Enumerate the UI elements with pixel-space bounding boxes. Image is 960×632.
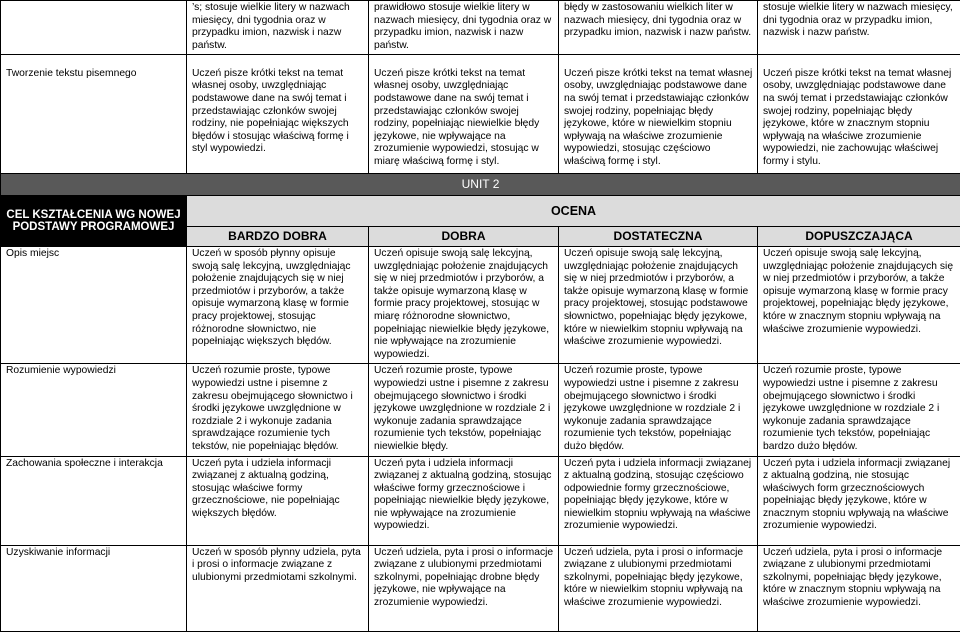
criteria-cell: Uczeń w sposób płynny opisuje swoją salę lekcyjną, uwzględniając położenie znajdujących się w niej przedmiotów i przyborów, a także opisuje wymarzoną klasę w formie pracy projektowej, stosując różnorodne słownictwo, nie popełniając większych błędów. xyxy=(187,247,369,364)
table-row xyxy=(1,247,960,364)
cel-header: CEL KSZTAŁCENIA WG NOWEJ PODSTAWY PROGRAMOWEJ xyxy=(1,196,187,247)
criteria-cell: Uczeń opisuje swoją salę lekcyjną, uwzględniając położenie znajdujących się w niej przedmiotów i przyborów, a także opisuje wymarzoną klasę w formie pracy projektowej, popełniając błędy językowe, które w znacznym stopniu wpływają na właściwe zrozumienie wypowiedzi. xyxy=(758,247,960,364)
criteria-cell: Uczeń pyta i udziela informacji związanej z aktualną godziną, nie stosując właściwych form grzecznościowych popełniając błędy językowe, które w znacznym stopniu wpływają na właściwe zrozumienie wypowiedzi. xyxy=(758,456,960,545)
table-row xyxy=(1,545,960,631)
table-row-spacer xyxy=(1,55,960,67)
criteria-cell: Uczeń pyta i udziela informacji związanej z aktualną godziną, stosując właściwe formy grzecznościowe i popełniając niewielkie błędy językowe, nie wpływające na zrozumienie wypowiedzi. xyxy=(369,456,559,545)
grade-header-dostateczna: DOSTATECZNA xyxy=(559,227,758,247)
criteria-cell: stosuje wielkie litery w nazwach miesięcy, dni tygodnia oraz w przypadku imion, nazwisk i nazw państw. xyxy=(758,1,960,55)
unit-criteria-table xyxy=(0,173,960,632)
criteria-cell: Uczeń pyta i udziela informacji związanej z aktualną godziną, stosując częściowo odpowiednie formy grzecznościowe, popełniając błędy językowe, które w niewielkim stopniu wpływają na właściwe zrozumienie wypowiedzi. xyxy=(559,456,758,545)
table-row xyxy=(1,364,960,456)
criteria-cell: Uczeń udziela, pyta i prosi o informacje związane z ulubionymi przedmiotami szkolnymi, popełniając błędy językowe, które w znacznym stopniu wpływają na właściwe zrozumienie wypowiedzi. xyxy=(758,545,960,631)
criteria-cell: Uczeń rozumie proste, typowe wypowiedzi ustne i pisemne z zakresu obejmującego słownictwo i środki językowe uwzględnione w rozdziale 2 i wykonuje zadania sprawdzające rozumienie tych tekstów, nie popełniając błędów. xyxy=(187,364,369,456)
criteria-cell: Uczeń opisuje swoją salę lekcyjną, uwzględniając położenie znajdujących się w niej przedmiotów i przyborów, a także opisuje wymarzoną klasę w formie pracy projektowej, stosując podstawowe słownictwo, popełniając błędy językowe, które w niewielkim stopniu wpływają na właściwe zrozumienie wypowiedzi. xyxy=(559,247,758,364)
criteria-cell: Uczeń opisuje swoją salę lekcyjną, uwzględniając położenie znajdujących się w niej przedmiotów i przyborów, a także opisuje wymarzoną klasę w formie pracy projektowej, stosując w miarę różnorodne słownictwo, popełniając niewielkie błędy językowe, nie wpływające na zrozumienie wypowiedzi. xyxy=(369,247,559,364)
top-criteria-table xyxy=(0,0,960,175)
grade-header-dopuszczajaca: DOPUSZCZAJĄCA xyxy=(758,227,960,247)
criteria-cell: Uczeń pisze krótki tekst na temat własnej osoby, uwzględniając podstawowe dane na swój temat i przedstawiając członków swojej rodziny, popełniając niewielkie błędy językowe, nie wpływające na zrozumienie wypowiedzi, stosując w miarę właściwą formę i styl. xyxy=(369,67,559,175)
criteria-cell: Uczeń w sposób płynny udziela, pyta i prosi o informacje związane z ulubionymi przedmiotami szkolnymi. xyxy=(187,545,369,631)
criteria-cell: Uczeń udziela, pyta i prosi o informacje związane z ulubionymi przedmiotami szkolnymi, popełniając drobne błędy językowe, nie wpływające na zrozumienie wypowiedzi. xyxy=(369,545,559,631)
unit-title-row xyxy=(1,174,960,196)
unit-title: UNIT 2 xyxy=(1,174,960,196)
table-row xyxy=(1,456,960,545)
row-label: Tworzenie tekstu pisemnego xyxy=(1,67,187,175)
criteria-cell: Uczeń rozumie proste, typowe wypowiedzi ustne i pisemne z zakresu obejmującego słownictwo i środki językowe uwzględnione w rozdziale 2 i wykonuje zadania sprawdzające rozumienie tych tekstów, popełniając niewielkie błędy. xyxy=(369,364,559,456)
table-row xyxy=(1,67,960,175)
row-label: Uzyskiwanie informacji xyxy=(1,545,187,631)
header-row xyxy=(1,196,960,227)
ocena-header: OCENA xyxy=(187,196,960,227)
criteria-cell: Uczeń udziela, pyta i prosi o informacje związane z ulubionymi przedmiotami szkolnymi, popełniając błędy językowe, które w niewielkim stopniu wpływają na właściwe zrozumienie wypowiedzi. xyxy=(559,545,758,631)
row-label: Zachowania społeczne i interakcja xyxy=(1,456,187,545)
row-label xyxy=(1,1,187,55)
grade-header-dobra: DOBRA xyxy=(369,227,559,247)
row-label: Opis miejsc xyxy=(1,247,187,364)
criteria-cell: Uczeń rozumie proste, typowe wypowiedzi ustne i pisemne z zakresu obejmującego słownictwo i środki językowe uwzględnione w rozdziale 2 i wykonuje zadania sprawdzające rozumienie tych tekstów, popełniając bardzo dużo błędów. xyxy=(758,364,960,456)
criteria-cell: Uczeń pisze krótki tekst na temat własnej osoby, uwzględniając podstawowe dane na swój temat i przedstawiając członków swojej rodziny, popełniając błędy językowe, które w znacznym stopniu wpływają na właściwe zrozumienie wypowiedzi, nie zachowując właściwej formy i stylu. xyxy=(758,67,960,175)
criteria-cell: prawidłowo stosuje wielkie litery w nazwach miesięcy, dni tygodnia oraz w przypadku imion, nazwisk i nazw państw. xyxy=(369,1,559,55)
table-row xyxy=(1,1,960,55)
criteria-cell: Uczeń pisze krótki tekst na temat własnej osoby, uwzględniając podstawowe dane na swój temat i przedstawiając członków swojej rodziny, popełniając błędy językowe, które w niewielkim stopniu wpływają na właściwe zrozumienie wypowiedzi, stosując częściowo właściwą formę i styl. xyxy=(559,67,758,175)
criteria-cell: błędy w zastosowaniu wielkich liter w nazwach miesięcy, dni tygodnia oraz w przypadku imion, nazwisk i nazw państw. xyxy=(559,1,758,55)
grade-header-bardzo-dobra: BARDZO DOBRA xyxy=(187,227,369,247)
row-label: Rozumienie wypowiedzi xyxy=(1,364,187,456)
criteria-cell: Uczeń pisze krótki tekst na temat własnej osoby, uwzględniając podstawowe dane na swój temat i przedstawiając członków swojej rodziny, nie popełniając większych błędów i stosując właściwą formę i styl wypowiedzi. xyxy=(187,67,369,175)
criteria-cell: Uczeń rozumie proste, typowe wypowiedzi ustne i pisemne z zakresu obejmującego słownictwo i środki językowe uwzględnione w rozdziale 2 i wykonuje zadania sprawdzające rozumienie tych tekstów, popełniając dużo błędów. xyxy=(559,364,758,456)
criteria-cell: ’s; stosuje wielkie litery w nazwach miesięcy, dni tygodnia oraz w przypadku imion, nazwisk i nazw państw. xyxy=(187,1,369,55)
criteria-cell: Uczeń pyta i udziela informacji związanej z aktualną godziną, stosując właściwe formy grzecznościowe, nie popełniając większych błędów. xyxy=(187,456,369,545)
